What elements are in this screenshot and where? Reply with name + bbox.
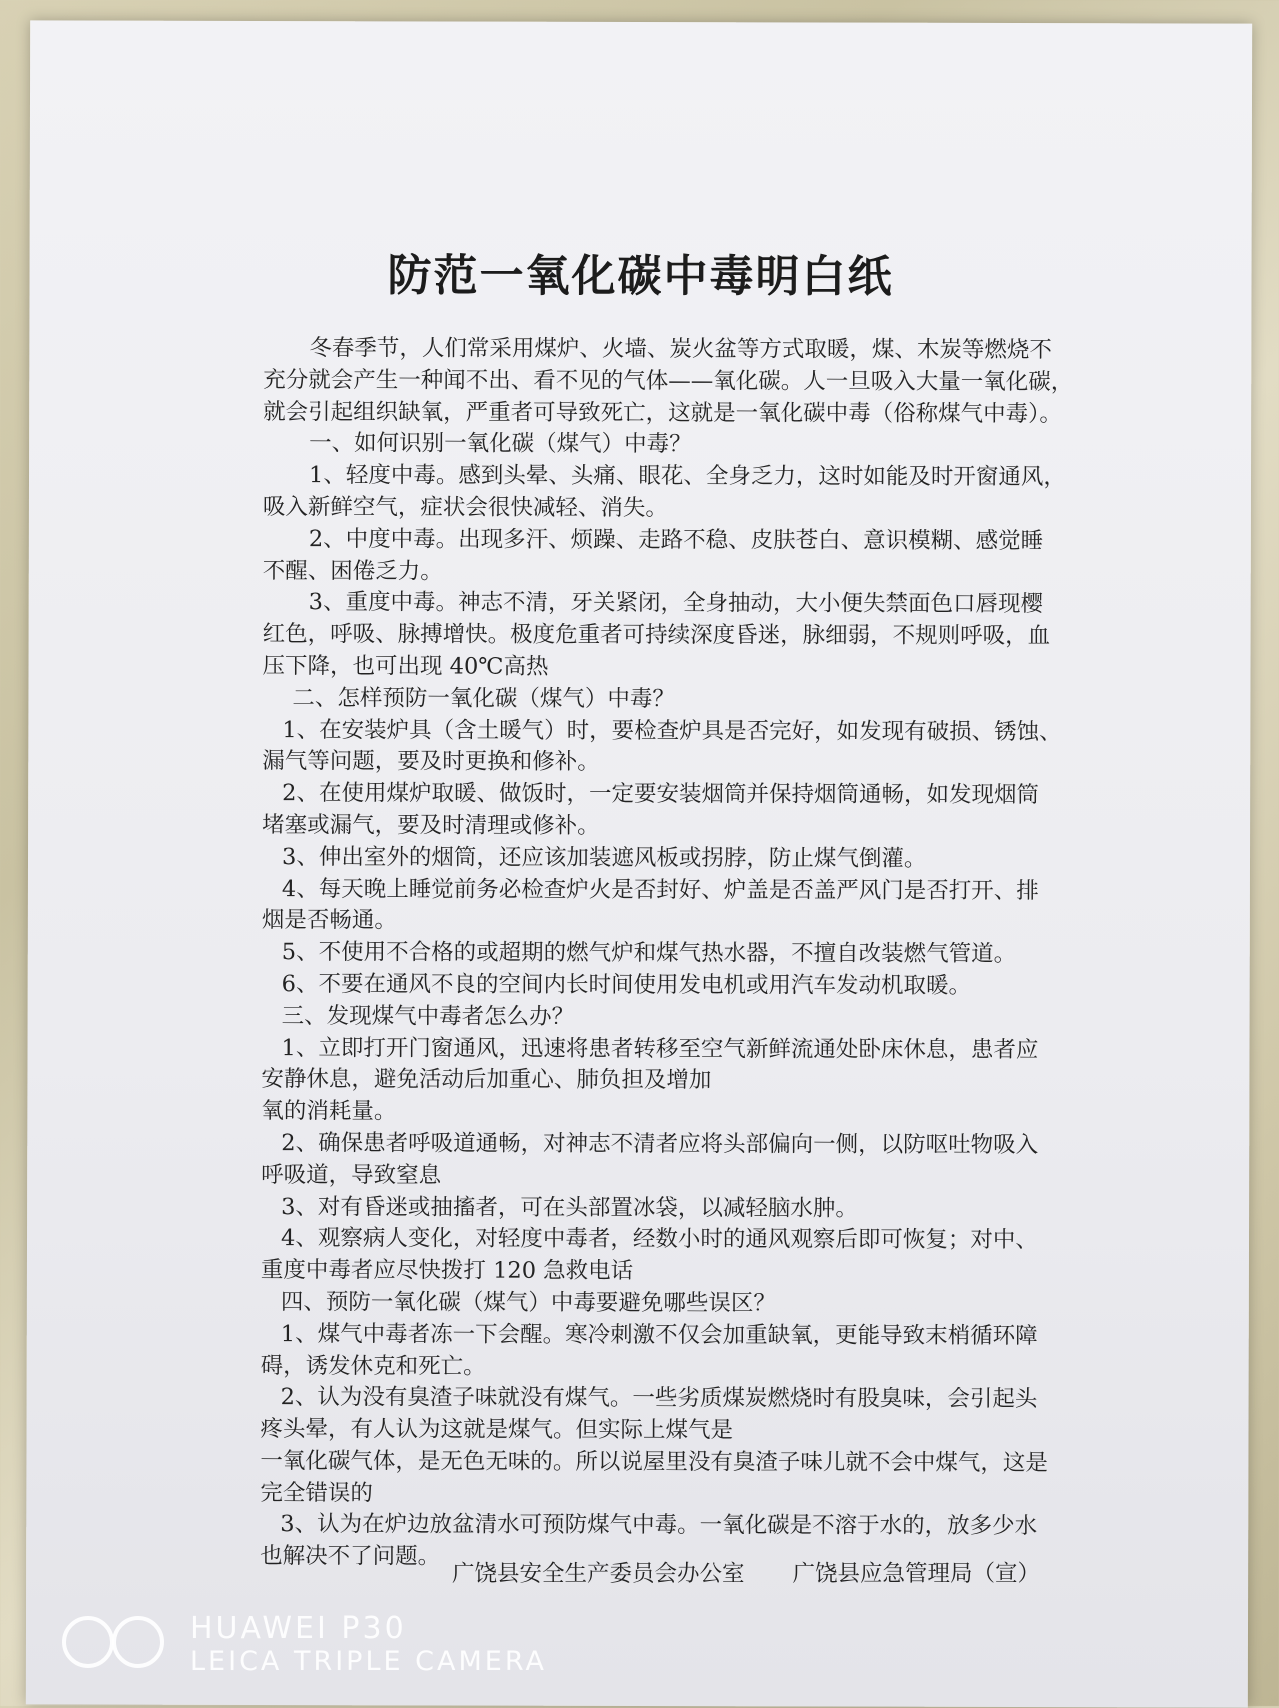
- body-line: 也解决不了问题。: [260, 1543, 441, 1570]
- body-line: 吸入新鲜空气，症状会很快减轻、消失。: [262, 493, 668, 522]
- body-line: 4、每天晚上睡觉前务必检查炉火是否封好、炉盖是否盖严风门是否打开、排: [281, 875, 1039, 904]
- body-line: 5、不使用不合格的或超期的燃气炉和煤气热水器，不擅自改装燃气管道。: [281, 939, 1017, 968]
- signature-office: 广饶县安全生产委员会办公室: [452, 1561, 745, 1587]
- body-line: 烟是否畅通。: [261, 907, 397, 934]
- document-body: [260, 333, 1123, 1575]
- body-line: 3、对有昏迷或抽搐者，可在头部置冰袋，以减轻脑水肿。: [281, 1193, 858, 1222]
- camera-logo-icon: [62, 1616, 166, 1668]
- body-line: 压下降，也可出现 40℃高热: [262, 652, 549, 680]
- body-line: 2、在使用煤炉取暖、做饭时，一定要安装烟筒并保持烟筒通畅，如发现烟筒: [282, 780, 1040, 809]
- body-line: 3、认为在炉边放盆清水可预防煤气中毒。一氧化碳是不溶于水的，放多少水: [280, 1511, 1038, 1540]
- body-line: 3、伸出室外的烟筒，还应该加装遮风板或拐脖，防止煤气倒灌。: [281, 843, 927, 872]
- signature-bureau: 广饶县应急管理局（宣）: [792, 1561, 1041, 1587]
- body-line: 冬春季节，人们常采用煤炉、火墙、炭火盆等方式取暖，煤、木炭等燃烧不: [309, 335, 1052, 364]
- body-line: 6、不要在通风不良的空间内长时间使用发电机或用汽车发动机取暖。: [281, 971, 972, 999]
- body-line: 1、煤气中毒者冻一下会醒。寒冷刺激不仅会加重缺氧，更能导致末梢循环障: [280, 1320, 1038, 1349]
- body-line: 安静休息，避免活动后加重心、肺负担及增加: [261, 1066, 712, 1094]
- body-line: 2、中度中毒。出现多汗、烦躁、走路不稳、皮肤苍白、意识模糊、感觉睡: [308, 525, 1044, 554]
- body-line: 二、怎样预防一氧化碳（煤气）中毒？: [292, 684, 675, 712]
- body-line: 呼吸道，导致窒息: [261, 1161, 442, 1189]
- body-line: 重度中毒者应尽快拨打 120 急救电话: [260, 1257, 634, 1285]
- body-line: 堵塞或漏气，要及时清理或修补。: [262, 811, 600, 839]
- body-line: 2、认为没有臭渣子味就没有煤气。一些劣质煤炭燃烧时有股臭味，会引起头: [280, 1384, 1038, 1413]
- body-line: 1、轻度中毒。感到头晕、头痛、眼花、全身乏力，这时如能及时开窗通风，: [308, 462, 1066, 491]
- paper-sheet: [26, 20, 1252, 1707]
- document-title: 防范一氧化碳中毒明白纸: [387, 250, 894, 303]
- body-line: 三、发现煤气中毒者怎么办？: [281, 1002, 575, 1030]
- body-line: 2、确保患者呼吸道通畅，对神志不清者应将头部偏向一侧，以防呕吐物吸入: [281, 1129, 1039, 1158]
- body-line: 红色，呼吸、脉搏增快。极度危重者可持续深度昏迷，脉细弱，不规则呼吸，血: [262, 621, 1051, 650]
- body-line: 4、观察病人变化，对轻度中毒者，经数小时的通风观察后即可恢复；对中、: [280, 1225, 1038, 1254]
- body-line: 碍，诱发休克和死亡。: [260, 1352, 486, 1380]
- watermark-camera: LEICA TRIPLE CAMERA: [190, 1646, 547, 1677]
- body-line: 疼头晕，有人认为这就是煤气。但实际上煤气是: [260, 1416, 734, 1444]
- body-line: 一、如何识别一氧化碳（煤气）中毒？: [309, 430, 692, 458]
- body-line: 3、重度中毒。神志不清，牙关紧闭，全身抽动，大小便失禁面色口唇现樱: [308, 589, 1044, 618]
- body-line: 就会引起组织缺氧，严重者可导致死亡，这就是一氧化碳中毒（俗称煤气中毒）。: [263, 398, 1062, 427]
- body-line: 不醒、困倦乏力。: [262, 557, 443, 585]
- signature-line: [452, 1556, 1092, 1588]
- body-line: 1、在安装炉具（含土暖气）时，要检查炉具是否完好，如发现有破损、锈蚀、: [282, 716, 1062, 745]
- body-line: 四、预防一氧化碳（煤气）中毒要避免哪些误区？: [280, 1288, 776, 1317]
- body-line: 完全错误的: [260, 1479, 373, 1506]
- body-line: 漏气等问题，要及时更换和修补。: [262, 748, 600, 776]
- body-line: 一氧化碳气体，是无色无味的。所以说屋里没有臭渣子味儿就不会中煤气，这是: [260, 1447, 1048, 1476]
- watermark-model: HUAWEI P30: [190, 1611, 407, 1646]
- body-line: 氧的消耗量。: [261, 1098, 397, 1125]
- body-line: 1、立即打开门窗通风，迅速将患者转移至空气新鲜流通处卧床休息，患者应: [281, 1034, 1039, 1063]
- body-line: 充分就会产生一种闻不出、看不见的气体——氧化碳。人一旦吸入大量一氧化碳，: [263, 366, 1074, 395]
